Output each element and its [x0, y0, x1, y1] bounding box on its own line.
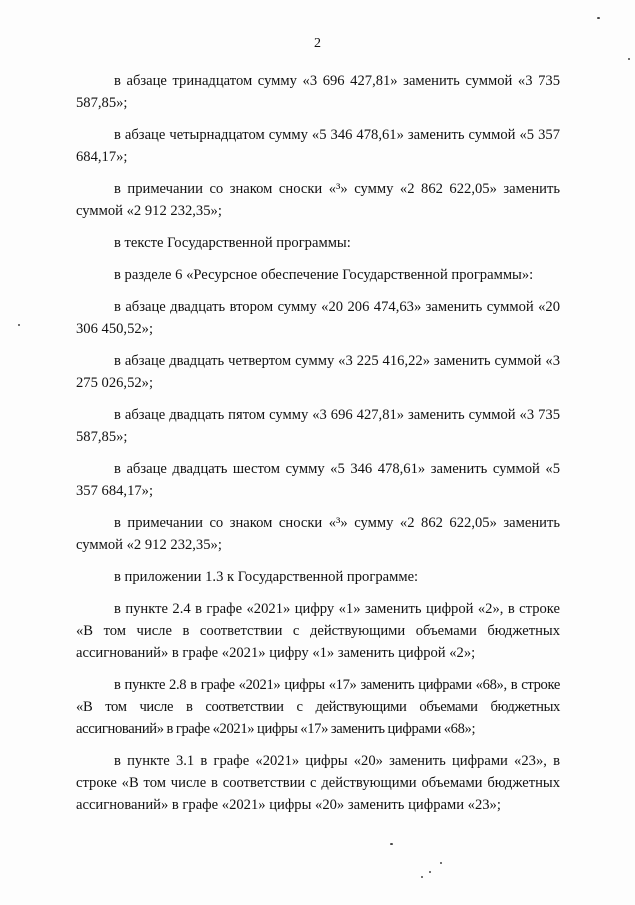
paragraph-3: в примечании со знаком сноски «³» сумму «2 862 622,05» заменить суммой «2 912 232,35»; — [76, 181, 560, 219]
paragraph-10: в примечании со знаком сноски «³» сумму «2 862 622,05» заменить суммой «2 912 232,35»; — [76, 515, 560, 553]
paragraph-5: в разделе 6 «Ресурсное обеспечение Государственной программы»: — [114, 267, 534, 283]
paragraph-1: в абзаце тринадцатом сумму «3 696 427,81» заменить суммой «3 735 587,85»; — [76, 73, 560, 111]
paragraph-13: в пункте 2.8 в графе «2021» цифры «17» заменить цифрами «68», в строке «В том числе в соответствии с действующими объемами бюджетных ассигнований» в графе «2021» цифры «17» заменить цифрами «68»; — [76, 677, 560, 737]
paragraph-9: в абзаце двадцать шестом сумму «5 346 478,61» заменить суммой «5 357 684,17»; — [76, 461, 560, 499]
paragraph-11: в приложении 1.3 к Государственной программе: — [114, 569, 419, 585]
paragraph-2: в абзаце четырнадцатом сумму «5 346 478,61» заменить суммой «5 357 684,17»; — [76, 127, 560, 165]
scan-speck — [429, 871, 431, 873]
page-number: 2 — [314, 36, 321, 51]
paragraph-8: в абзаце двадцать пятом сумму «3 696 427,81» заменить суммой «3 735 587,85»; — [76, 407, 560, 445]
document-body — [76, 70, 560, 826]
paragraph-4: в тексте Государственной программы: — [114, 235, 351, 251]
scan-speck — [390, 843, 393, 845]
paragraph-6: в абзаце двадцать втором сумму «20 206 474,63» заменить суммой «20 306 450,52»; — [76, 299, 560, 337]
scan-speck — [628, 58, 630, 60]
paragraph-7: в абзаце двадцать четвертом сумму «3 225 416,22» заменить суммой «3 275 026,52»; — [76, 353, 560, 391]
paragraph-12: в пункте 2.4 в графе «2021» цифру «1» заменить цифрой «2», в строке «В том числе в соответствии с действующими объемами бюджетных ассигнований» в графе «2021» цифру «1» заменить цифрой «2»; — [76, 601, 560, 661]
scan-speck — [421, 876, 423, 878]
scan-speck — [18, 324, 20, 326]
paragraph-14: в пункте 3.1 в графе «2021» цифры «20» заменить цифрами «23», в строке «В том числе в соответствии с действующими объемами бюджетных ассигнований» в графе «2021» цифры «20» заменить цифрами «23»; — [76, 753, 560, 813]
scan-speck — [597, 17, 600, 19]
scan-speck — [440, 862, 442, 864]
